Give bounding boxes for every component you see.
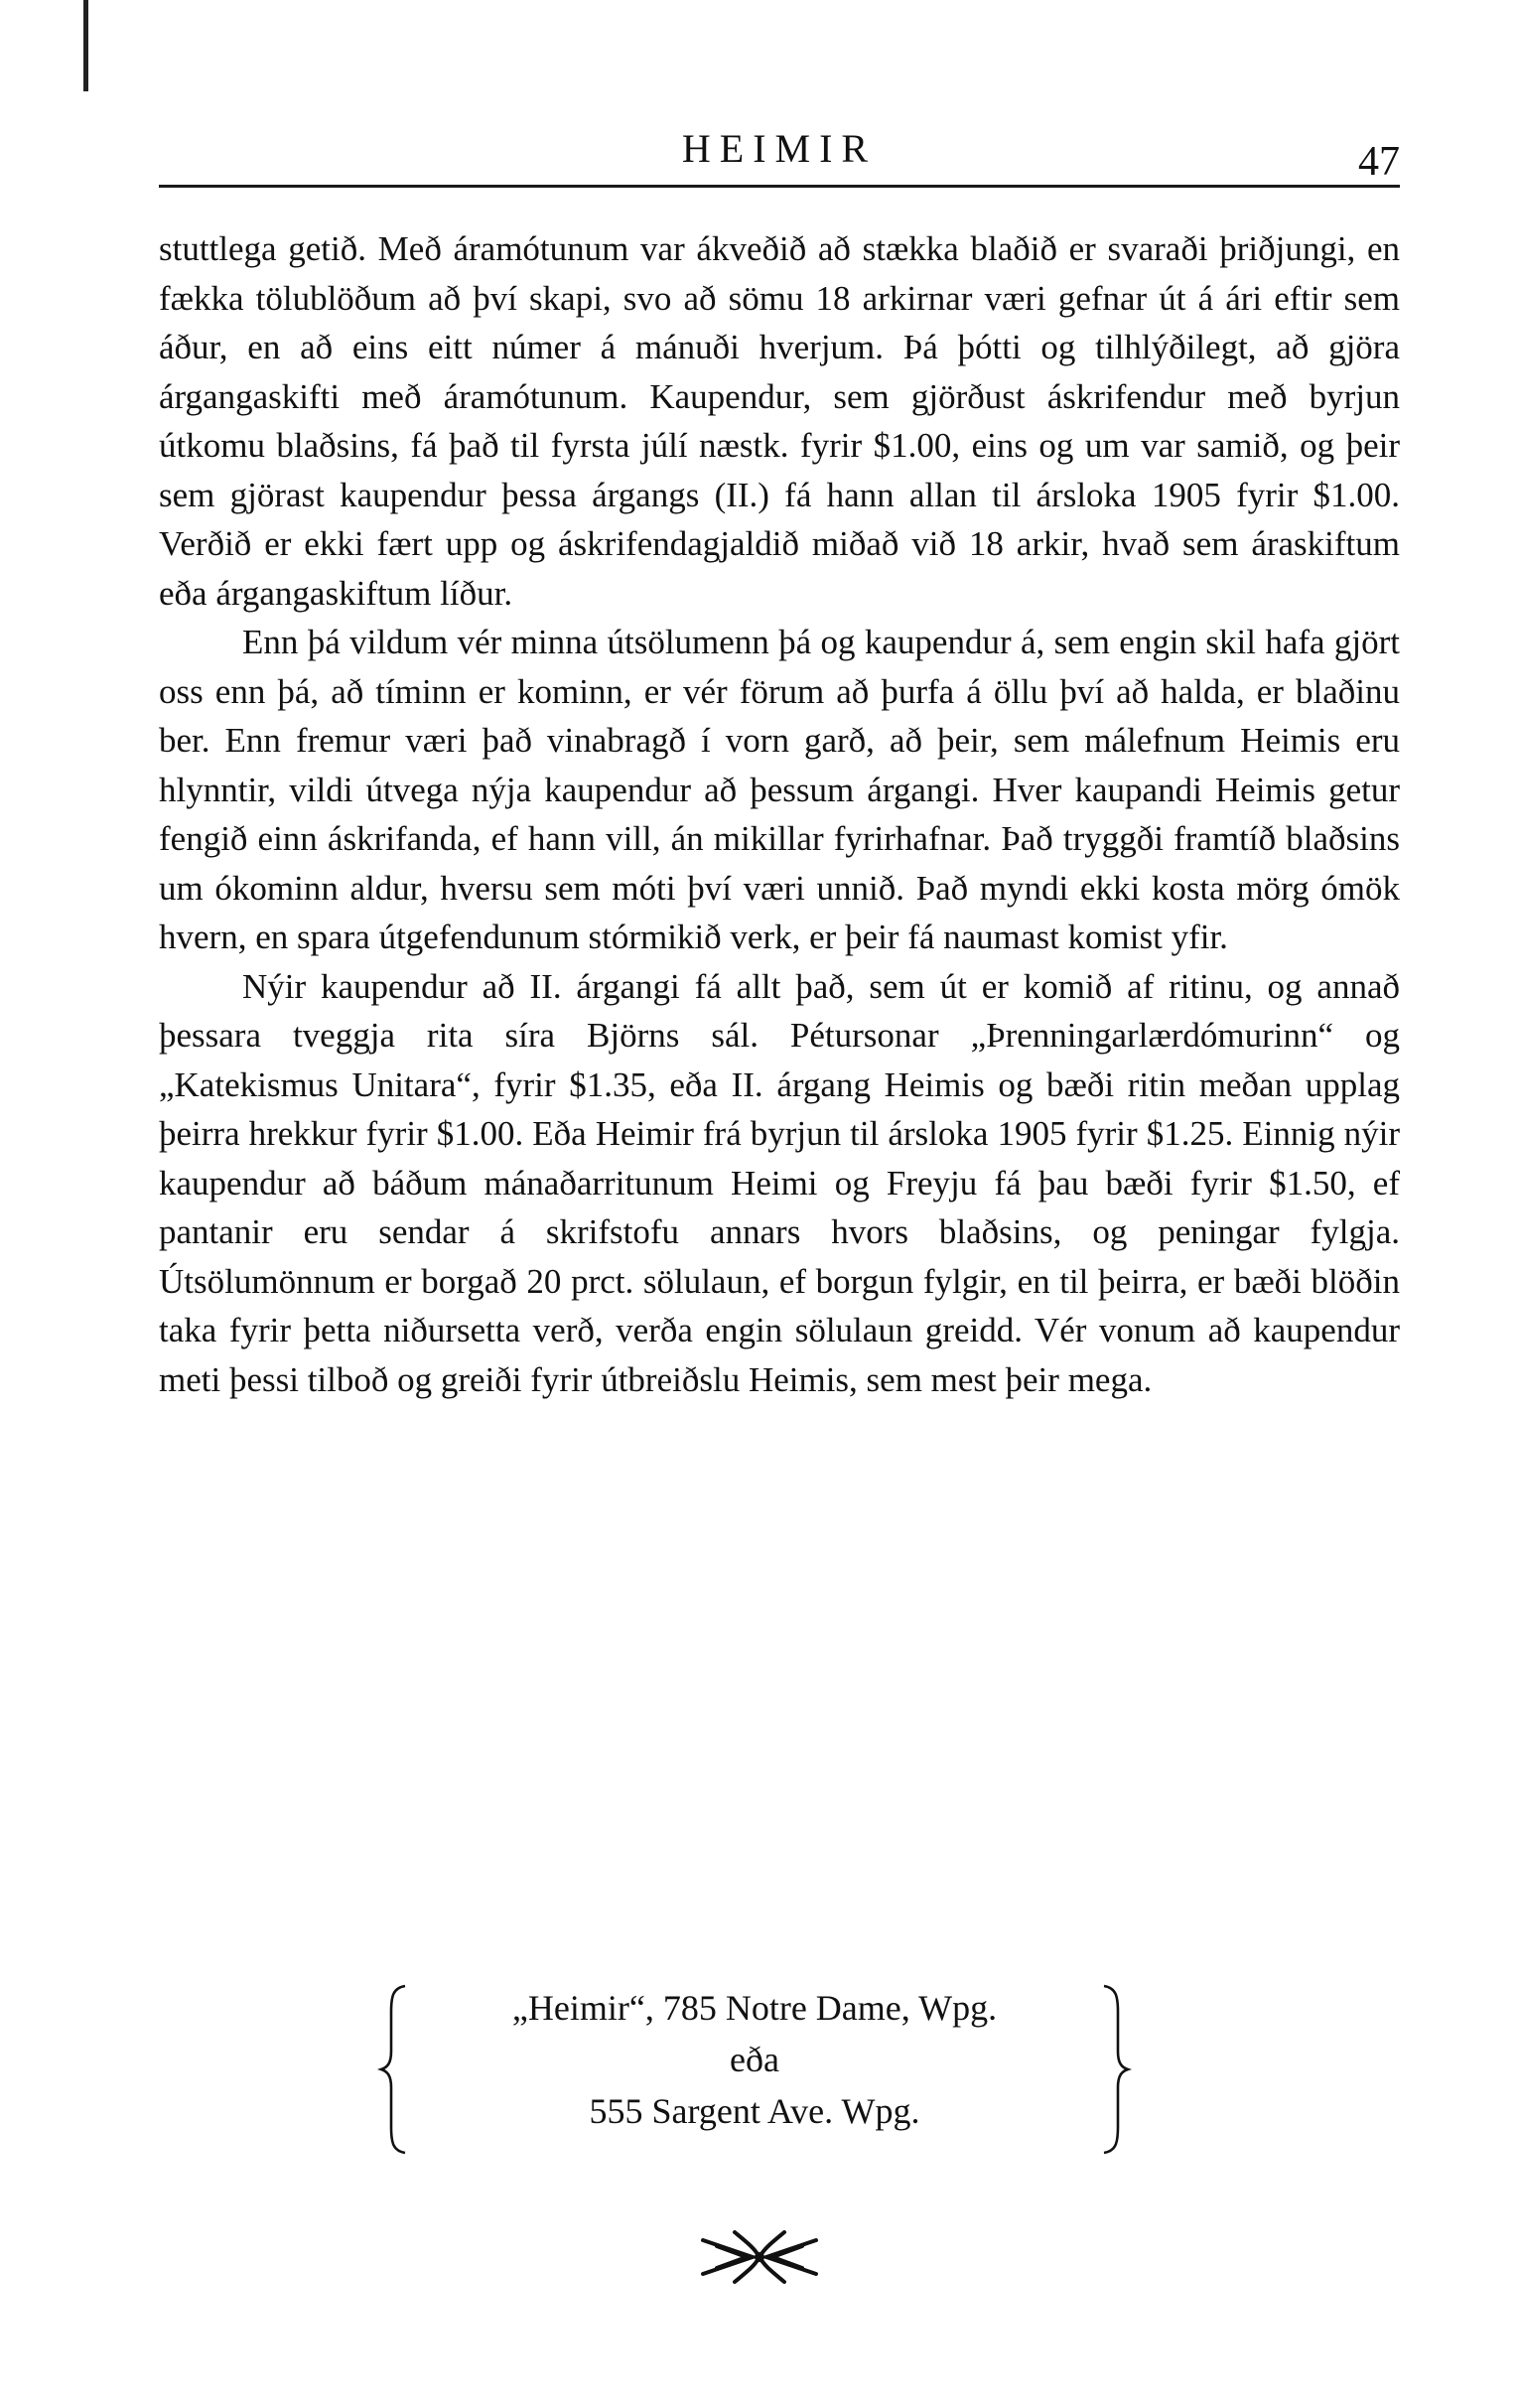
- paragraph-3: Nýir kaupendur að II. árgangi fá allt það, sem út er komið af ritinu, og annað þessara tveggja rita síra Björns sál. Pétursonar „Þrenningarlærdómurinn“ og „Katekismus Unitara“, fyrir $1.35, eða II. árgang Heimis og bæði ritin meðan upplag þeirra hrekkur fyrir $1.00. Eða Heimir frá byrjun til ársloka 1905 fyrir $1.25. Einnig nýir kaupendur að báðum mánaðarritunum Heimi og Freyju fá þau bæði fyrir $1.50, ef pantanir eru sendar á skrifstofu annars hvors blaðsins, og peningar fylgja. Útsölumönnum er borgað 20 prct. sölulaun, ef borgun fylgir, en til þeirra, er bæði blöðin taka fyrir þetta niðursetta verð, verða engin sölulaun greidd. Vér vonum að kaupendur meti þessi tilboð og greiði fyrir útbreiðslu Heimis, sem mest þeir mega.: [159, 966, 1400, 1399]
- address-lines: [421, 1982, 1088, 2137]
- right-brace-icon: [1096, 1982, 1132, 2157]
- page-header: [159, 127, 1400, 197]
- binding-edge-mark: [83, 0, 88, 91]
- body-text: [159, 224, 1400, 1404]
- address-line-3: 555 Sargent Ave. Wpg.: [589, 2091, 920, 2131]
- header-rule: [159, 185, 1400, 188]
- paragraph-2: Enn þá vildum vér minna útsölumenn þá og kaupendur á, sem engin skil hafa gjört oss enn þá, að tíminn er kominn, er vér förum að þurfa á öllu því að halda, er blaðinu ber. Enn fremur væri það vinabragð í vorn garð, að þeir, sem málefnum Heimis eru hlynntir, vildi útvega nýja kaupendur að þessum árgangi. Hver kaupandi Heimis getur fengið einn áskrifanda, ef hann vill, án mikillar fyrirhafnar. Það tryggði framtíð blaðsins um ókominn aldur, hversu sem móti því væri unnið. Það myndi ekki kosta mörg ómök hvern, en spara útgefendunum stórmikið verk, er þeir fá naumast komist yfir.: [159, 623, 1400, 956]
- address-line-1: „Heimir“, 785 Notre Dame, Wpg.: [511, 1988, 998, 2028]
- address-block: [377, 1982, 1132, 2157]
- paragraph-1: stuttlega getið. Með áramótunum var ákveðið að stækka blaðið er svaraði þriðjungi, en fækka tölublöðum að því skapi, svo að sömu 18 arkirnar væri gefnar út á ári eftir sem áður, en að eins eitt númer á mánuði hverjum. Þá þótti og tilhlýðilegt, að gjöra árgangaskifti með áramótunum. Kaupendur, sem gjörðust áskrifendur með byrjun útkomu blaðsins, fá það til fyrsta júlí næstk. fyrir $1.00, eins og um var samið, og þeir sem gjörast kaupendur þessa árgangs (II.) fá hann allan til ársloka 1905 fyrir $1.00. Verðið er ekki fært upp og áskrifendagjaldið miðað við 18 arkir, hvað sem áraskiftum eða árgangaskiftum líður.: [159, 229, 1400, 613]
- address-line-2: eða: [730, 2040, 779, 2079]
- left-brace-icon: [377, 1982, 413, 2157]
- running-head: HEIMIR: [681, 126, 878, 171]
- fleuron-ornament-icon: [695, 2222, 824, 2292]
- page-number: 47: [1358, 139, 1400, 185]
